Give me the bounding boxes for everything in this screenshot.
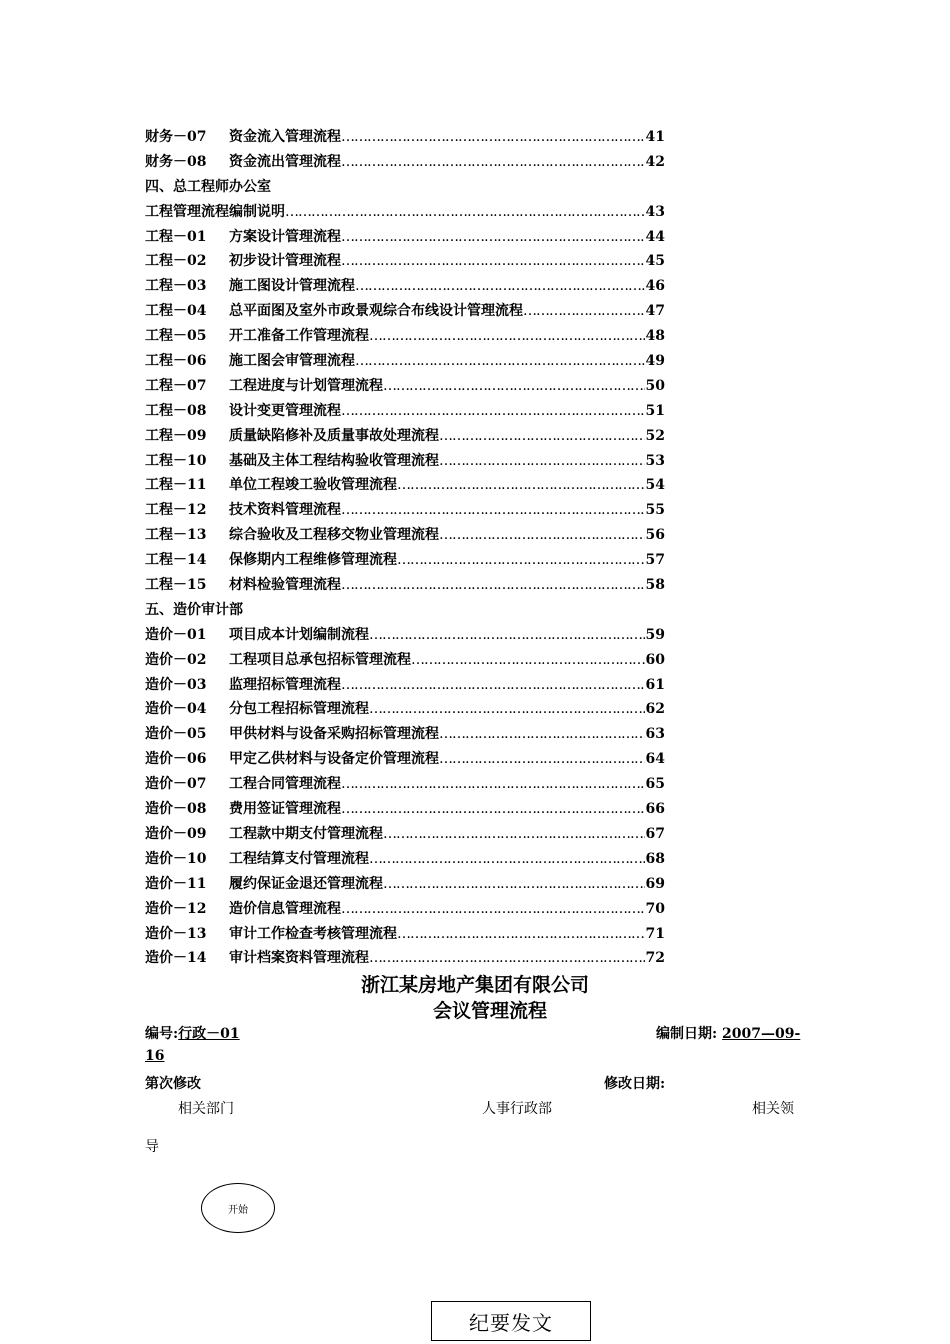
toc-leader-dots (285, 200, 645, 225)
toc-entry-code: 工程－12 (145, 502, 207, 519)
toc-leader-dots (341, 399, 645, 424)
toc-entry-page: 43 (645, 203, 665, 220)
toc-leader-dots (341, 797, 645, 822)
toc-entry-title: 保修期内工程维修管理流程 (229, 552, 397, 569)
company-name: 浙江某房地产集团有限公司 (360, 974, 589, 996)
toc-entry-page: 70 (645, 900, 665, 917)
toc-entry-title: 造价信息管理流程 (229, 900, 341, 917)
toc-leader-dots (439, 722, 645, 747)
toc-entry-page: 71 (645, 925, 665, 942)
toc-entry[interactable] (145, 374, 665, 399)
toc-entry[interactable] (145, 399, 665, 424)
toc-entry-page: 67 (645, 825, 665, 842)
toc-entry-title: 项目成本计划编制流程 (229, 626, 369, 643)
toc-entry-title: 分包工程招标管理流程 (229, 701, 369, 718)
toc-leader-dots (341, 897, 645, 922)
toc-entry-code: 造价－10 (145, 850, 207, 867)
toc-entry-page: 69 (645, 875, 665, 892)
toc-entry-title: 初步设计管理流程 (229, 253, 341, 270)
toc-entry[interactable] (145, 449, 665, 474)
number-label: 编号: (145, 1026, 179, 1042)
toc-entry-page: 72 (645, 950, 665, 967)
table-of-contents (145, 125, 665, 971)
toc-entry-page: 61 (645, 676, 665, 693)
toc-entry-title: 费用签证管理流程 (229, 801, 341, 818)
toc-entry-code: 造价－04 (145, 701, 207, 718)
toc-entry-page: 66 (645, 801, 665, 818)
toc-entry-code: 造价－14 (145, 950, 207, 967)
column-hr-admin: 人事行政部 (482, 1101, 552, 1117)
toc-entry-title: 审计档案资料管理流程 (229, 950, 369, 967)
toc-entry-page: 52 (645, 427, 665, 444)
toc-leader-dots (341, 498, 645, 523)
toc-entry-code: 造价－11 (145, 875, 207, 892)
toc-entry-page: 58 (645, 577, 665, 594)
toc-entry-title: 施工图设计管理流程 (229, 278, 355, 295)
toc-leader-dots (355, 274, 645, 299)
date-value-a: 2007—09- (722, 1026, 801, 1042)
toc-entry-code: 造价－12 (145, 900, 207, 917)
toc-entry-title: 质量缺陷修补及质量事故处理流程 (229, 427, 439, 444)
toc-leader-dots (341, 150, 645, 175)
toc-entry[interactable] (145, 697, 665, 722)
toc-entry-page: 54 (645, 477, 665, 494)
toc-leader-dots (341, 573, 645, 598)
toc-entry-code: 工程－10 (145, 452, 207, 469)
toc-entry-title: 资金流出管理流程 (229, 153, 341, 170)
toc-entry-code: 造价－07 (145, 776, 207, 793)
toc-leader-dots (341, 772, 645, 797)
toc-leader-dots (383, 374, 645, 399)
toc-entry-title: 工程进度与计划管理流程 (229, 377, 383, 394)
toc-leader-dots (411, 648, 645, 673)
toc-entry-code: 工程－09 (145, 427, 207, 444)
toc-entry[interactable] (145, 872, 665, 897)
toc-entry[interactable] (145, 125, 665, 150)
toc-entry-title: 工程项目总承包招标管理流程 (229, 651, 411, 668)
toc-entry-page: 63 (645, 726, 665, 743)
toc-entry-title: 工程合同管理流程 (229, 776, 341, 793)
toc-entry-page: 50 (645, 377, 665, 394)
toc-entry-page: 48 (645, 328, 665, 345)
toc-entry[interactable] (145, 822, 665, 847)
toc-entry-title: 材料检验管理流程 (229, 577, 341, 594)
toc-entry[interactable] (145, 897, 665, 922)
toc-entry-page: 62 (645, 701, 665, 718)
toc-entry[interactable] (145, 200, 665, 225)
toc-entry-title: 方案设计管理流程 (229, 228, 341, 245)
toc-entry[interactable] (145, 623, 665, 648)
toc-entry[interactable] (145, 847, 665, 872)
toc-entry-page: 68 (645, 850, 665, 867)
toc-entry-code: 财务－08 (145, 153, 207, 170)
toc-entry[interactable] (145, 225, 665, 250)
toc-entry[interactable] (145, 722, 665, 747)
toc-entry-code: 工程－13 (145, 527, 207, 544)
toc-entry-code: 工程－02 (145, 253, 207, 270)
toc-entry[interactable] (145, 548, 665, 573)
toc-entry-title: 资金流入管理流程 (229, 129, 341, 145)
toc-entry-title: 履约保证金退还管理流程 (229, 875, 383, 892)
document-number (145, 1023, 240, 1043)
toc-entry[interactable] (145, 274, 665, 299)
toc-entry[interactable] (145, 573, 665, 598)
toc-entry-page: 56 (645, 527, 665, 544)
toc-entry[interactable] (145, 648, 665, 673)
date-label: 编制日期: (656, 1026, 718, 1042)
toc-entry-title: 技术资料管理流程 (229, 502, 341, 519)
toc-leader-dots (369, 324, 645, 349)
toc-entry-code: 工程－03 (145, 278, 207, 295)
date-value-b: 16 (145, 1048, 165, 1064)
toc-leader-dots (439, 449, 645, 474)
toc-entry-title: 单位工程竣工验收管理流程 (229, 477, 397, 494)
toc-entry-page: 64 (645, 751, 665, 768)
toc-entry-code: 造价－06 (145, 751, 207, 768)
toc-leader-dots (383, 872, 645, 897)
toc-leader-dots (439, 523, 645, 548)
flow-start-label: 开始 (228, 1204, 248, 1216)
toc-section-heading: 五、造价审计部 (145, 601, 243, 618)
flow-minutes-node (431, 1301, 591, 1341)
toc-entry[interactable] (145, 523, 665, 548)
toc-entry-code: 工程－15 (145, 577, 207, 594)
column-related-departments: 相关部门 (178, 1101, 234, 1117)
column-leaders-a: 相关领 (752, 1101, 794, 1117)
toc-entry-code: 造价－13 (145, 925, 207, 942)
toc-entry-code: 工程－08 (145, 402, 207, 419)
toc-entry[interactable] (145, 150, 665, 175)
toc-section-heading: 四、总工程师办公室 (145, 178, 271, 195)
toc-entry-code: 工程－05 (145, 328, 207, 345)
toc-leader-dots (369, 946, 645, 971)
toc-entry-title: 总平面图及室外市政景观综合布线设计管理流程 (229, 303, 523, 320)
compile-date (656, 1023, 800, 1043)
flow-start-node (201, 1183, 275, 1233)
toc-leader-dots (369, 623, 645, 648)
toc-leader-dots (439, 747, 645, 772)
toc-entry[interactable] (145, 498, 665, 523)
revision-label: 第次修改 (145, 1076, 201, 1092)
toc-leader-dots (341, 125, 645, 150)
toc-entry[interactable] (145, 747, 665, 772)
toc-leader-dots (341, 673, 645, 698)
toc-leader-dots (397, 922, 645, 947)
toc-entry-page: 46 (645, 278, 665, 295)
toc-entry-page: 51 (645, 402, 665, 419)
toc-entry-code: 工程－11 (145, 477, 207, 494)
flow-minutes-label: 纪要发文 (469, 1310, 553, 1335)
toc-entry-code: 造价－02 (145, 651, 207, 668)
toc-entry-code: 造价－08 (145, 801, 207, 818)
toc-entry[interactable] (145, 299, 665, 324)
toc-entry[interactable] (145, 673, 665, 698)
toc-entry[interactable] (145, 424, 665, 449)
toc-leader-dots (355, 349, 645, 374)
toc-entry-title: 开工准备工作管理流程 (229, 328, 369, 345)
toc-entry[interactable] (145, 473, 665, 498)
toc-entry-code: 造价－05 (145, 726, 207, 743)
toc-entry-page: 42 (645, 153, 665, 170)
toc-entry-title: 甲供材料与设备采购招标管理流程 (229, 726, 439, 743)
toc-leader-dots (397, 473, 645, 498)
toc-entry-code: 造价－09 (145, 825, 207, 842)
toc-entry-title: 监理招标管理流程 (229, 676, 341, 693)
toc-entry-code: 工程－04 (145, 303, 207, 320)
toc-entry-code: 造价－03 (145, 676, 207, 693)
toc-leader-dots (523, 299, 645, 324)
number-value: 行政－01 (178, 1026, 240, 1042)
toc-entry-code: 工程－07 (145, 377, 207, 394)
revision-date-label: 修改日期: (604, 1076, 666, 1092)
toc-entry-code: 财务－07 (145, 129, 207, 145)
toc-entry-page: 47 (645, 303, 665, 320)
toc-entry[interactable] (145, 922, 665, 947)
toc-entry[interactable] (145, 946, 665, 971)
toc-entry-page: 53 (645, 452, 665, 469)
toc-entry-page: 59 (645, 626, 665, 643)
toc-entry[interactable] (145, 324, 665, 349)
toc-entry-page: 65 (645, 776, 665, 793)
toc-entry-title: 审计工作检查考核管理流程 (229, 925, 397, 942)
toc-entry[interactable] (145, 349, 665, 374)
compile-date-wrap (145, 1048, 164, 1064)
toc-leader-dots (369, 847, 645, 872)
toc-leader-dots (383, 822, 645, 847)
toc-leader-dots (341, 249, 645, 274)
toc-entry[interactable] (145, 797, 665, 822)
toc-entry-page: 41 (645, 129, 665, 145)
toc-entry-title: 综合验收及工程移交物业管理流程 (229, 527, 439, 544)
toc-leader-dots (397, 548, 645, 573)
toc-entry-code: 造价－01 (145, 626, 207, 643)
toc-entry-code: 工程－06 (145, 353, 207, 370)
toc-entry[interactable] (145, 249, 665, 274)
toc-entry[interactable] (145, 772, 665, 797)
toc-entry-page: 45 (645, 253, 665, 270)
toc-entry-title: 设计变更管理流程 (229, 402, 341, 419)
toc-entry-page: 57 (645, 552, 665, 569)
toc-leader-dots (439, 424, 645, 449)
toc-entry-title: 工程款中期支付管理流程 (229, 825, 383, 842)
toc-entry-page: 44 (645, 228, 665, 245)
toc-entry-page: 60 (645, 651, 665, 668)
toc-entry-title: 基础及主体工程结构验收管理流程 (229, 452, 439, 469)
toc-entry-page: 55 (645, 502, 665, 519)
toc-leader-dots (341, 225, 645, 250)
column-leaders-b: 导 (145, 1139, 159, 1155)
toc-leader-dots (369, 697, 645, 722)
toc-entry-code: 工程－14 (145, 552, 207, 569)
toc-entry-code: 工程－01 (145, 228, 207, 245)
toc-entry-title: 工程管理流程编制说明 (145, 203, 285, 220)
toc-entry-title: 甲定乙供材料与设备定价管理流程 (229, 751, 439, 768)
document-title: 会议管理流程 (432, 1000, 547, 1022)
toc-entry-title: 工程结算支付管理流程 (229, 850, 369, 867)
toc-entry-title: 施工图会审管理流程 (229, 353, 355, 370)
toc-entry-page: 49 (645, 353, 665, 370)
